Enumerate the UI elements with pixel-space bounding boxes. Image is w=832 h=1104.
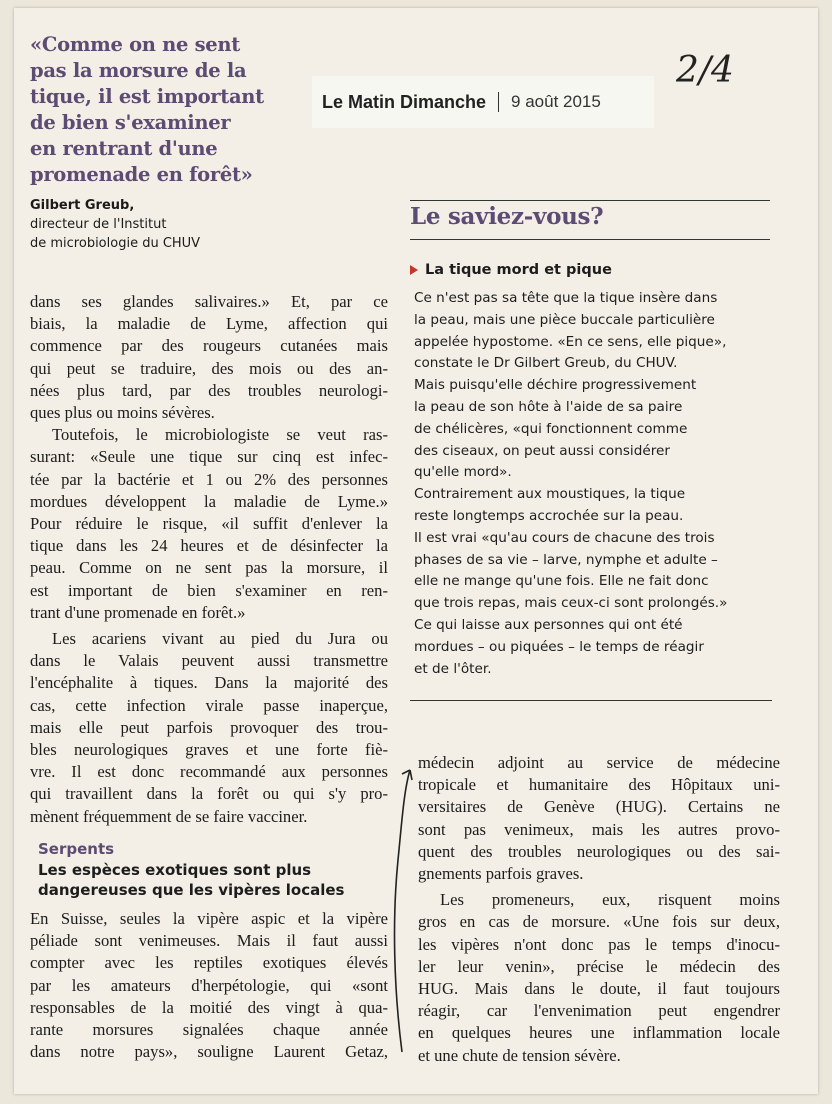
text-line: compter avec les reptiles exotiques élevés <box>30 953 388 973</box>
left-column-text <box>30 291 388 828</box>
text-line: Il est vrai «qu'au cours de chacune des trois <box>414 529 715 546</box>
masthead <box>312 76 654 128</box>
text-line: les vipères n'ont donc pas le temps d'inocu- <box>418 934 780 954</box>
text-line: et une chute de tension sévère. <box>418 1045 621 1065</box>
text-line: des ciseaux, on peut aussi considérer <box>414 442 670 459</box>
text-line: elle ne mange qu'une fois. Elle ne fait donc <box>414 573 709 590</box>
handwritten-continuation-arrow <box>380 740 420 1060</box>
text-line: bles neurologiques graves et une forte fiè- <box>30 740 388 760</box>
text-line: dans notre pays», souligne Laurent Getaz, <box>30 1042 388 1062</box>
text-line: HUG. Mais dans le doute, il faut toujours <box>418 979 780 999</box>
pull-quote-line: promenade en forêt» <box>30 163 253 186</box>
text-line: tropicale et humanitaire des Hôpitaux uni- <box>418 775 780 795</box>
pull-quote-line: de bien s'examiner <box>30 111 231 134</box>
text-line: Les promeneurs, eux, risquent moins <box>440 890 780 910</box>
text-line: vre. Il est donc recommandé aux personnes <box>30 762 388 782</box>
text-line: quent des troubles neurologiques ou des sai- <box>418 841 780 861</box>
newspaper-name: Le Matin Dimanche <box>322 91 487 112</box>
pull-quote-line: en rentrant d'une <box>30 137 218 160</box>
text-line: par les amateurs d'herpétologie, qui «sont <box>30 975 388 995</box>
text-line: que trois repas, mais ceux-ci sont prolongés.» <box>414 595 728 612</box>
text-line: Toutefois, le microbiologiste se veut ras- <box>52 425 388 445</box>
text-line: péliade sont venimeuses. Mais il faut aussi <box>30 931 388 951</box>
text-line: commence par des rougeurs cutanées mais <box>30 336 388 356</box>
box-title-rule <box>410 239 770 240</box>
pull-quote <box>30 32 300 188</box>
section-headline <box>38 860 378 900</box>
text-line: mordues – ou piquées – le temps de réagir <box>414 638 704 655</box>
triangle-arrow-icon <box>410 265 418 275</box>
text-line: En Suisse, seules la vipère aspic et la vipère <box>30 909 388 928</box>
text-line: cas, cette infection virale passe inaperçue, <box>30 695 388 715</box>
text-line: la peau, mais une pièce buccale particulière <box>414 311 715 328</box>
masthead-divider <box>498 92 499 112</box>
right-column-text <box>418 752 780 1067</box>
headline-line: dangereuses que les vipères locales <box>38 881 345 899</box>
author-role: directeur de l'Institut <box>30 217 167 232</box>
text-line: nées plus tard, par des troubles neurologi- <box>30 380 388 400</box>
box-bottom-rule <box>410 700 772 701</box>
text-line: médecin adjoint au service de médecine <box>418 753 780 772</box>
serpents-text <box>30 908 388 1063</box>
text-line: peau. Comme on ne sent pas la morsure, il <box>30 558 388 578</box>
text-line: Mais puisqu'elle déchire progressivement <box>414 377 697 394</box>
text-line: est important de bien s'examiner en ren- <box>30 580 388 600</box>
text-line: reste longtemps accrochée sur la peau. <box>414 507 684 524</box>
text-line: la peau de son hôte à l'aide de sa paire <box>414 398 683 415</box>
text-line: ques plus ou moins sévères. <box>30 403 215 423</box>
text-line: tique dans les 24 heures et de désinfecter la <box>30 536 388 556</box>
text-line: dans le Valais peuvent aussi transmettre <box>30 651 388 671</box>
text-line: versitaires de Genève (HUG). Certains ne <box>418 797 780 817</box>
text-line: mais elle peut parfois provoquer des trou- <box>30 717 388 737</box>
box-subtitle <box>410 262 612 278</box>
handwritten-page-number: 2/4 <box>676 50 734 91</box>
text-line: rante morsures signalées chaque année <box>30 1020 388 1040</box>
text-line: Ce n'est pas sa tête que la tique insère dans <box>414 290 718 306</box>
text-line: mènent fréquemment de se faire vacciner. <box>30 806 308 826</box>
box-text <box>414 288 774 680</box>
text-line: mordues développent la maladie de Lyme.» <box>30 491 388 511</box>
text-line: qui travaillent dans la forêt ou qui s'y pro- <box>30 784 388 804</box>
text-line: qu'elle mord». <box>414 464 512 481</box>
text-line: de chélicères, «qui fonctionnent comme <box>414 420 688 437</box>
text-line: Les acariens vivant au pied du Jura ou <box>52 629 388 649</box>
text-line: biais, la maladie de Lyme, affection qui <box>30 314 388 334</box>
publication-date: 9 août 2015 <box>511 92 601 111</box>
text-line: en quelques heures une inflammation locale <box>418 1023 780 1043</box>
box-title: Le saviez-vous? <box>410 203 604 230</box>
text-line: trant d'une promenade en forêt.» <box>30 602 246 622</box>
text-line: Contrairement aux moustiques, la tique <box>414 486 686 503</box>
pull-quote-line: tique, il est important <box>30 85 264 108</box>
author-role: de microbiologie du CHUV <box>30 236 201 251</box>
pull-quote-line: pas la morsure de la <box>30 59 247 82</box>
box-top-rule <box>410 200 770 201</box>
text-line: appelée hypostome. «En ce sens, elle pique», <box>414 333 727 350</box>
text-line: ler leur venin», précise le médecin des <box>418 956 780 976</box>
text-line: gnements parfois graves. <box>418 864 584 884</box>
text-line: responsables de la moitié des vingt à qua- <box>30 997 388 1017</box>
text-line: dans ses glandes salivaires.» Et, par ce <box>30 292 388 311</box>
text-line: qui peut se traduire, des mois ou des an- <box>30 358 388 378</box>
text-line: l'encéphalite à tiques. Dans la majorité des <box>30 673 388 693</box>
text-line: phases de sa vie – larve, nymphe et adulte – <box>414 551 718 568</box>
text-line: tée par la bactérie et 1 ou 2% des personnes <box>30 469 388 489</box>
box-subtitle-text: La tique mord et pique <box>425 262 612 278</box>
section-kicker: Serpents <box>38 840 115 858</box>
pull-quote-line: «Comme on ne sent <box>30 33 240 56</box>
text-line: surant: «Seule une tique sur cinq est infec- <box>30 447 388 467</box>
text-line: gros en cas de morsure. «Une fois sur deux, <box>418 912 780 932</box>
text-line: constate le Dr Gilbert Greub, du CHUV. <box>414 355 678 372</box>
author-name: Gilbert Greub, <box>30 198 135 213</box>
text-line: sont pas venimeux, mais les autres provo- <box>418 819 780 839</box>
text-line: réagir, car l'envenimation peut engendrer <box>418 1001 780 1021</box>
text-line: Ce qui laisse aux personnes qui ont été <box>414 616 683 633</box>
text-line: et de l'ôter. <box>414 660 492 677</box>
headline-line: Les espèces exotiques sont plus <box>38 861 312 879</box>
quote-author <box>30 196 290 253</box>
text-line: Pour réduire le risque, «il suffit d'enlever la <box>30 514 388 534</box>
